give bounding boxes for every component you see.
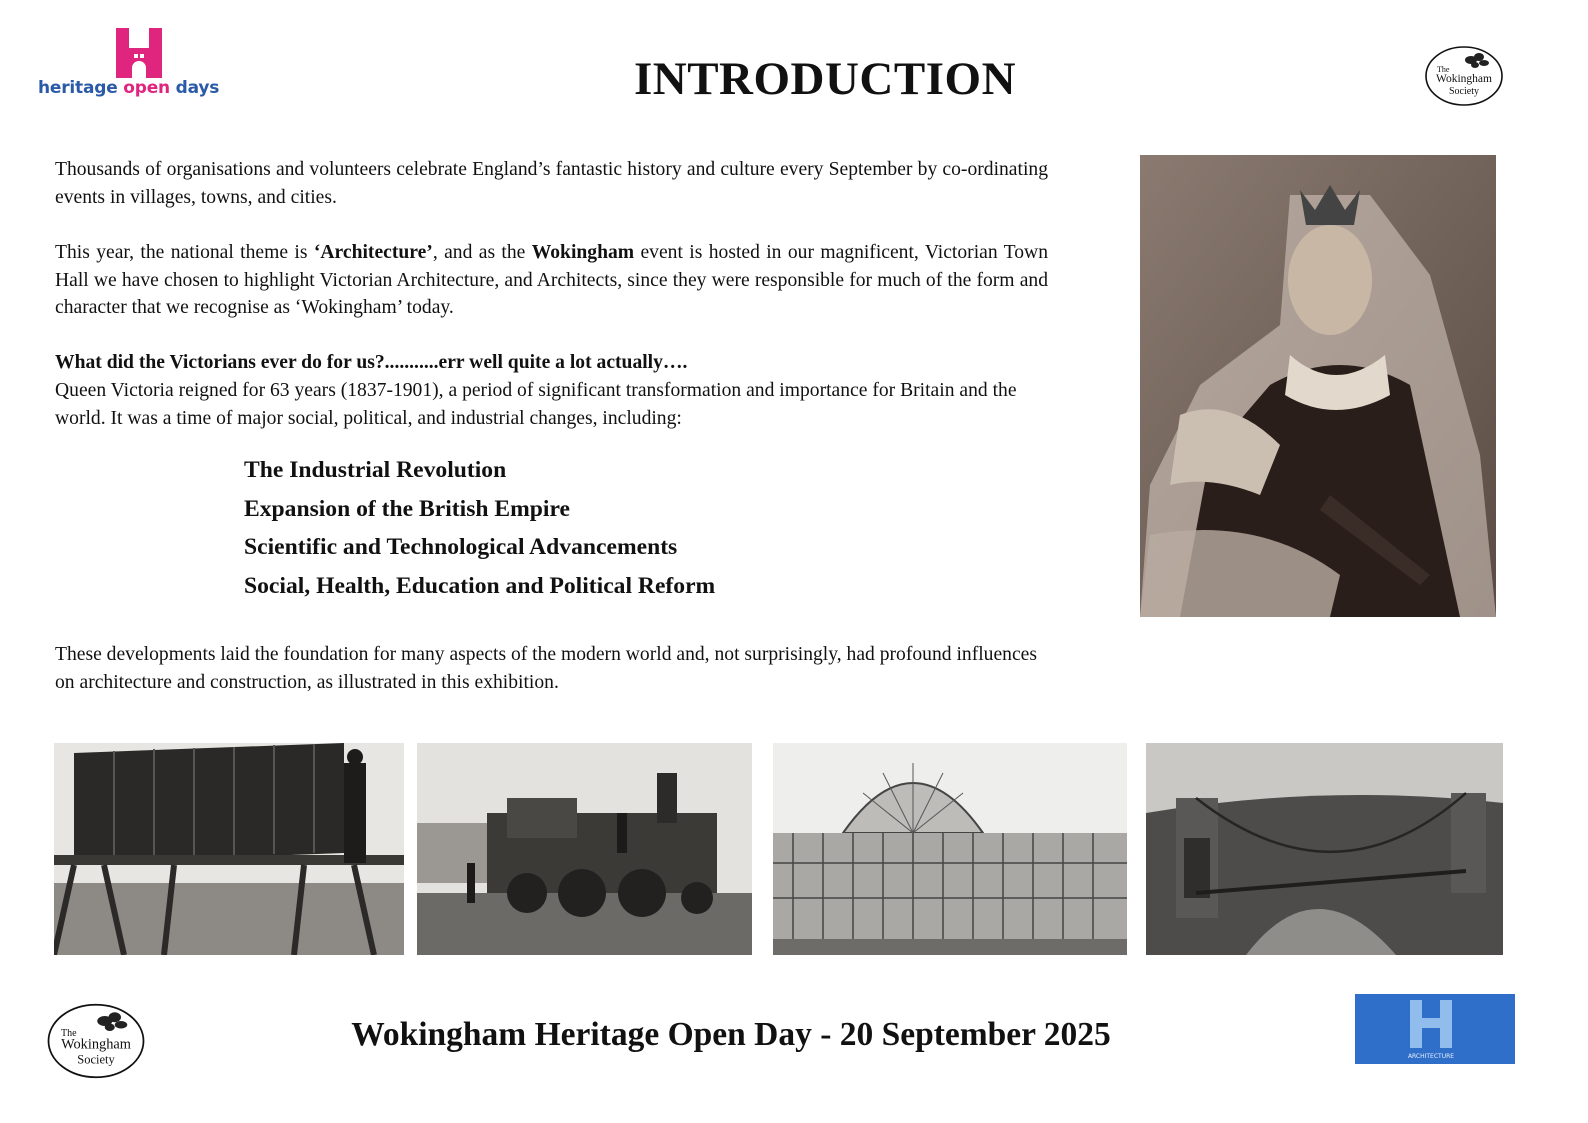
steam-locomotive-photo [417,743,752,955]
p2-text-c: event is hosted in our magnificent, Victorian Town Hall we have chosen to highlight Victorian Architecture, and Architects, since they were responsible for much of the form and character that we recognise as ‘Wokingham’ today. [55,242,1048,318]
society-line2: Wokingham [1436,73,1492,85]
society-line1: The [61,1028,77,1039]
p2-text-a: This year, the national theme is [55,242,314,263]
list-item: Scientific and Technological Advancements [244,534,678,561]
list-item: The Industrial Revolution [244,457,507,483]
queen-victoria-portrait [1140,155,1496,617]
p2-text-b: , and as the [432,242,532,263]
footer-event-title: Wokingham Heritage Open Day - 20 September 2025 [351,1016,1111,1053]
oak-leaves-icon [1424,45,1504,107]
giant-camera-photo [54,743,404,955]
changes-list [244,455,715,609]
intro-paragraph-3: Queen Victoria reigned for 63 years (1837-1901), a period of significant transformation and importance for Britain and the world. It was a time of major social, political, and industrial changes, including: [55,380,1017,429]
list-item: Expansion of the British Empire [244,495,570,522]
theme-name: ‘Architecture’ [313,242,433,263]
page-title: INTRODUCTION [633,53,1017,105]
society-line2: Wokingham [61,1036,131,1053]
list-item: Social, Health, Education and Political Reform [244,572,716,599]
hod-word-open: open [123,78,170,98]
victorians-question: What did the Victorians ever do for us?...........err well quite a lot actually…. [55,352,688,373]
wokingham-society-badge-top [1424,45,1504,107]
hod-word-heritage: heritage [38,78,118,98]
intro-paragraph-2 [55,239,1048,322]
intro-paragraph-1: Thousands of organisations and volunteers celebrate England’s fantastic history and culture every September by co-ordinating events in villages, towns, and cities. [55,159,1048,208]
society-line3: Society [77,1052,115,1067]
crystal-palace-engraving [773,743,1127,955]
event-place: Wokingham [531,242,635,263]
suspension-bridge-photo [1146,743,1503,955]
intro-paragraph-4: These developments laid the foundation for many aspects of the modern world and, not surprisingly, had profound influences on architecture and construction, as illustrated in this exhibition. [55,644,1037,693]
society-line3: Society [1449,86,1479,97]
architecture-theme-badge [1355,994,1515,1064]
society-line1: The [1437,65,1450,74]
arch-badge-caption: ARCHITECTURE [1407,1053,1455,1060]
hod-word-days: days [175,78,220,98]
